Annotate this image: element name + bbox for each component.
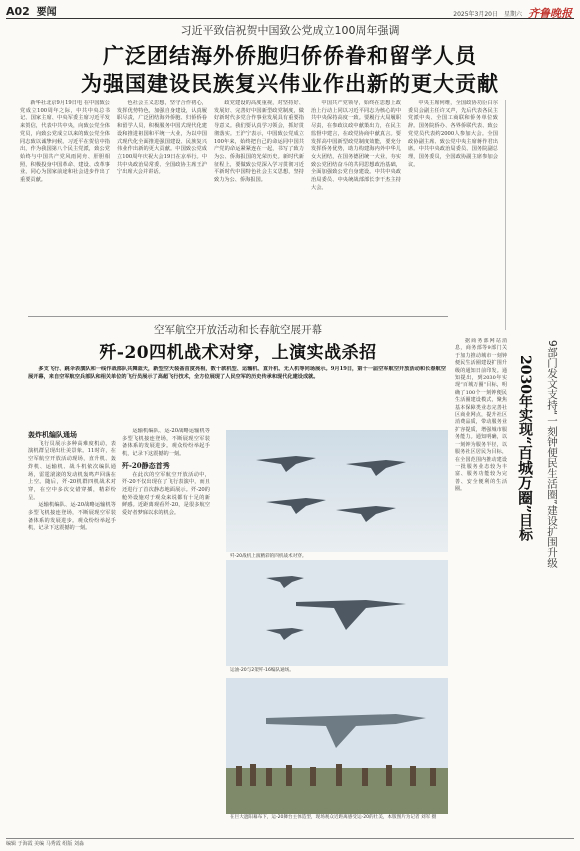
second-story-column-2: 运输机编队、运-20战略运输机等多型飞机接连登场，不断展现空军装备体系的发展进步。观众纷纷举起手机，记录下这震撼的一刻。 歼-20静态首秀 在此次的空军航空开放活动中，歼-20不仅出现在了飞行表演中，而且还进行了首次静态地面展示。歼-20的舱外设施对于观众来说都有十足的新鲜感。近距离观看歼-20，是很多航空爱好者梦寐以求的机会。 <box>122 428 210 517</box>
second-story-headline: 歼-20四机战术对穿，上演实战杀招 <box>99 343 377 363</box>
newspaper-logo: 齐鲁晚报 <box>528 7 572 20</box>
footer-credits: 编辑 于海霞 美编 马秀霞 组版 刘淼 <box>6 841 84 847</box>
sidebar-title-suffix: 目标 <box>517 513 533 542</box>
section-name: 要闻 <box>36 7 57 18</box>
sidebar-body: 据商务部网站消息，商务部等9部门关于加力推动城市一刻钟便民生活圈建设扩围升级的通知日前印发。通知提出，到2030年实现“百城万圈”目标，明确了100个一刻钟便民生活圈建设模式，聚焦基本保障类业态完善社区商业网点，提升社区消费品质，带动服务业扩容提质，增强城市服务能力。通知明确，以一刻钟为服务半径，以服务社区居民为目标，在全国范围内推动建设一批服务业态较为丰富、服务功能较为完善、安全便利的生活圈。 <box>455 338 507 493</box>
second-story-kicker: 空军航空开放活动和长春航空展开幕 <box>154 324 322 336</box>
top-story-column-3: 政党建设的高度重视，对坚持好、发展好、完善好中国新型政党制度，做好新时代多党合作事业发展具有重要指导意义。我们要认真学习领会，抓好贯彻落实。王沪宁表示，中国致公党成立100年来，始终把自己的命运同中国共产党的命运紧紧连在一起，书写了致力为公、侨海报国的光荣历史。新时代新征程上，要做致公党深入学习贯彻习近平新时代中国特色社会主义思想，坚持致力为公、侨海报国。 <box>214 100 304 184</box>
top-story-column-4: 中国共产党领导，始终在思想上政治上行动上同以习近平同志为核心的中共中央保持高度一致。要履行大局履职尽责，在参政议政中献策出力，在民主监督中建言，在政党协商中献真言。要发挥高中国新型政党制度效能，要充分发挥侨务优势，助力构建海内外中华儿女大团结，在国务德团统一大业，夯实致公党团结奋斗的共同思想政治基础，全面加强致公党自身建设。中共中央政治局委员、中央统战部部长李干杰主持大会。 <box>311 100 401 191</box>
sidebar-divider <box>505 100 506 330</box>
page-number: A02 <box>6 5 30 18</box>
second-story-rule <box>28 316 448 317</box>
top-story-column-5: 中央主席何维，全国政协功臣白尔委员会副主任许又声，先后代表各民主党派中央、全国工商联和侨务单位致辞。国务院侨办、各界侨联代表、致公党党员代表约2000人参加大会。全国政协副主席、致公党中央主席蒋作君出席。中共中央政治局委员、国务院副总理，国务委员，全国政协副主席参加会议。 <box>408 100 498 168</box>
issue-date: 2025年3月20日 <box>453 10 498 18</box>
sidebar-title-emph: “百城万圈” <box>516 435 534 514</box>
second-story-lead: 多支飞行、跳伞表演队和一线作战部队共舞蓝天，新型空天装备首度亮相，数十款机型、运输机、直升机、无人机等同场展示。9月19日，第十一届空军航空开放活动和长春航空展开幕，来自空军航空兵部队和相关单位的飞行员展示了高超飞行技术，全方位展现了人民空军的历史传承和现代化建设成就。 <box>28 366 446 380</box>
sidebar-title-prefix: 2030年实现 <box>517 355 533 436</box>
footer-rule <box>6 838 574 839</box>
top-story-kicker: 习近平致信祝贺中国致公党成立100周年强调 <box>180 24 400 37</box>
sidebar-vertical-kicker: 9部门发文支持“一刻钟便民生活圈”建设扩围升级 <box>546 340 558 568</box>
top-story-column-2: 色社会主义思想，坚守合作初心，发挥优势特色，加强自身建设，认真履职尽责，广泛团结海外侨胞、归侨侨眷和留学人员，积极服务中国式现代化建设和推进祖国和平统一大业，为以中国式现代化全面推进强国建设、民族复兴伟业作出新的更大贡献。中国致公党成立100周年庆祝大会19日在京举行。中共中央政治局常委、全国政协主席王沪宁出席大会并讲话。 <box>117 100 207 176</box>
subhead-static-debut: 歼-20静态首秀 <box>122 460 170 470</box>
top-story-headline-2: 为强国建设民族复兴伟业作出新的更大贡献 <box>81 71 499 96</box>
photo-caption-1: 歼-20战机上演精彩的四机战术对穿。 <box>230 554 307 559</box>
header-rule <box>6 18 574 19</box>
sidebar-title <box>514 355 536 595</box>
photo-caption-2: 运油-20与2架歼-16编队通场。 <box>230 668 294 673</box>
photo-j20-formation <box>226 430 448 552</box>
top-story-headline-1: 广泛团结海外侨胞归侨侨眷和留学人员 <box>103 43 477 68</box>
photo-caption-3: 在巨大遮阳幕布下，运-20舞台主体造型，现场观众近距离感受运-20的壮美，本版图片为记者 刘军 摄 <box>230 815 437 820</box>
page-section-label <box>6 3 57 18</box>
photo-y20-static-display <box>226 678 448 814</box>
subhead-bomber-flyby: 轰炸机编队通场 <box>28 430 77 439</box>
top-story-column-1: 新华社北京9月19日电 在中国致公党成立100周年之际，中共中央总书记、国家主席、中央军委主席习近平发来贺信，代表中共中央，向致公党全体党员，向致公党成立以来的致公党全体同志致以诚挚问候。习近平在贺信中指出，作为我国第八个民主党派，致公党始终与中国共产党风雨同舟、肝胆相照，积极投身中国革命、建设、改革事业，同心为国家前途和社会进步作出了重要贡献。 <box>20 100 110 184</box>
photo-y20-escort <box>226 560 448 666</box>
second-story-column-1: 轰炸机编队通场 飞行员展示多种高难度机动，表演机群呈现出壮美景象。11时许，在空军航空开放活动现场，直升机、轰炸机、运输机、战斗机依次编队通场，雷霆滚滚的发动机轰鸣声回荡在上空。随后，歼-20机群四机战术对穿，在空中多次交错穿插，精彩纷呈。 运输机编队、运-20战略运输机等多型飞机接连登场，不断展现空军装备体系的发展进步。观众纷纷举起手机，记录下这震撼的一刻。 <box>28 430 116 532</box>
issue-weekday: 星期六 <box>503 10 522 18</box>
